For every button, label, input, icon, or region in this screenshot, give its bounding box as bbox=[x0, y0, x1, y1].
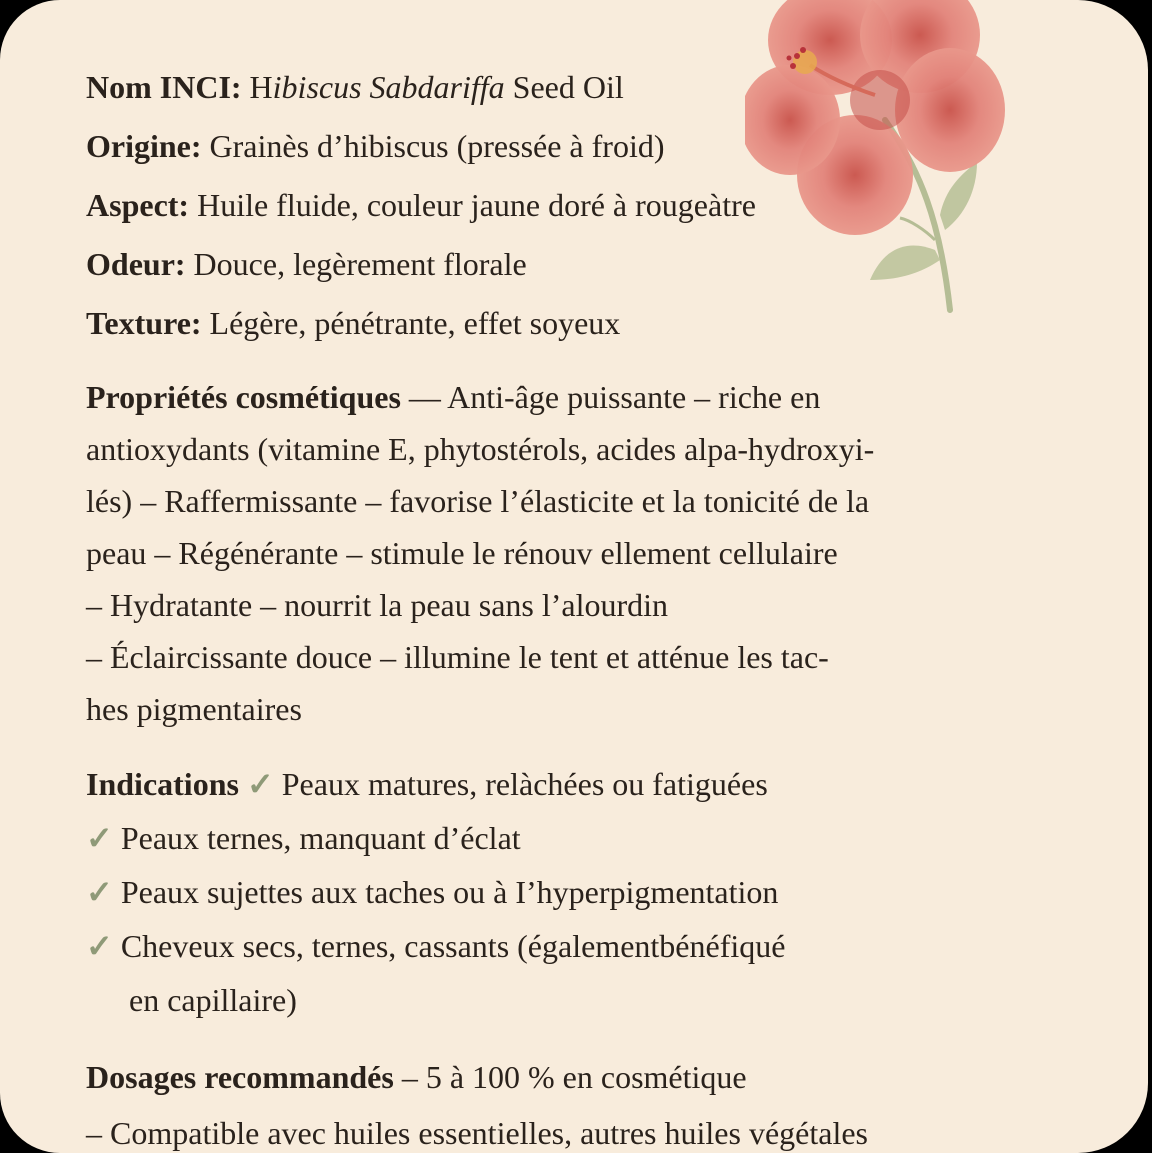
proprietes-line: hes pigmentaires bbox=[86, 691, 302, 727]
proprietes-line: — Anti-âge puissante – riche en bbox=[400, 379, 821, 415]
proprietes-section bbox=[86, 371, 1076, 735]
indications-section bbox=[86, 757, 1076, 1027]
origine-value: Grainès d’hibiscus (pressée à froid) bbox=[201, 128, 665, 164]
indication-continuation: en capillaire) bbox=[129, 982, 297, 1018]
dosages-title: Dosages recommandés bbox=[86, 1059, 394, 1095]
check-icon: ✓ bbox=[86, 928, 113, 964]
texture-row bbox=[86, 294, 1076, 353]
indications-title: Indications bbox=[86, 766, 239, 802]
proprietes-line: peau – Régénérante – stimule le rénouv ellement cellulaire bbox=[86, 535, 838, 571]
inci-value-italic: ibiscus Sabdariffa bbox=[272, 69, 505, 105]
check-icon: ✓ bbox=[246, 766, 274, 802]
indication-item: ✓ Cheveux secs, ternes, cassants (égalementbénéfiqué bbox=[86, 928, 786, 964]
indication-item: ✓ Peaux ternes, manquant d’éclat bbox=[86, 820, 521, 856]
aspect-value: Huile fluide, couleur jaune doré à rougeàtre bbox=[189, 187, 756, 223]
dosages-section bbox=[86, 1049, 1076, 1153]
proprietes-line: lés) – Raffermissante – favorise l’élasticite et la tonicité de la bbox=[86, 483, 870, 519]
inci-row bbox=[86, 58, 1076, 117]
aspect-label: Aspect: bbox=[86, 187, 190, 223]
dosages-value: – 5 à 100 % en cosmétique bbox=[393, 1059, 747, 1095]
inci-value-end: Seed Oil bbox=[504, 69, 624, 105]
odeur-row bbox=[86, 235, 1076, 294]
texture-label: Texture: bbox=[86, 305, 202, 341]
document-body bbox=[86, 58, 1076, 1153]
proprietes-line: – Hydratante – nourrit la peau sans l’alourdin bbox=[86, 587, 669, 623]
texture-value: Légère, pénétrante, effet soyeux bbox=[201, 305, 621, 341]
odeur-label: Odeur: bbox=[86, 246, 186, 282]
indication-item: ✓ Peaux sujettes aux taches ou à I’hyperpigmentation bbox=[86, 874, 779, 910]
origine-label: Origine: bbox=[86, 128, 202, 164]
inci-label: Nom INCI: bbox=[86, 69, 242, 105]
origine-row bbox=[86, 117, 1076, 176]
proprietes-line: antioxydants (vitamine E, phytostérols, acides alpa-hydroxyi- bbox=[86, 431, 875, 467]
odeur-value: Douce, legèrement florale bbox=[185, 246, 527, 282]
aspect-row bbox=[86, 176, 1076, 235]
check-icon: ✓ bbox=[86, 874, 113, 910]
check-icon: ✓ bbox=[86, 820, 113, 856]
inci-value-start: H bbox=[249, 69, 273, 105]
proprietes-line: – Éclaircissante douce – illumine le tent et atténue les tac- bbox=[86, 639, 829, 675]
proprietes-title: Propriétés cosmétiques bbox=[86, 379, 401, 415]
dosages-line: – Compatible avec huiles essentielles, autres huiles végétales bbox=[86, 1115, 868, 1151]
indication-item: Indications ✓ Peaux matures, relàchées ou fatiguées bbox=[86, 766, 768, 802]
